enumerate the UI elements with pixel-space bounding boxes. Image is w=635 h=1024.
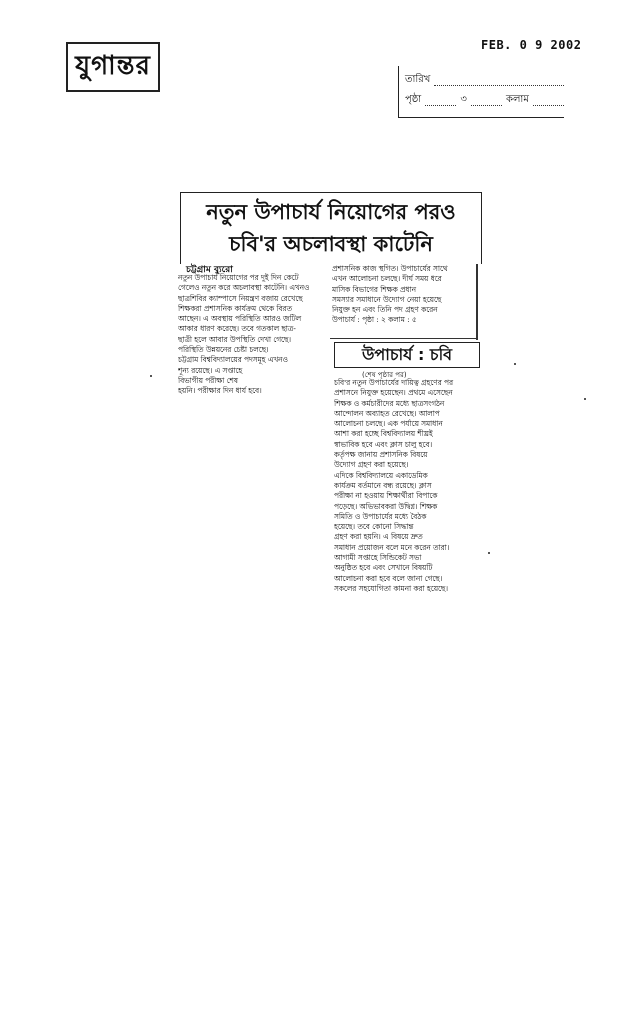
article-text-line: উপাচার্য : পৃষ্ঠা : ২ কলাম : ৫: [332, 315, 417, 325]
article-text-line: আন্দোলন অব্যাহত রেখেছে। আলাপ: [334, 408, 440, 418]
column-rule: [330, 338, 478, 339]
article-text-line: বিভাগীয় পরীক্ষা শেষ: [178, 375, 238, 385]
headline-line-2: চবি'র অচলাবস্থা কাটেনি: [229, 232, 433, 256]
article-text-line: এদিকে বিশ্ববিদ্যালয়ে একাডেমিক: [334, 470, 428, 480]
ref-label-date: তারিখ: [405, 73, 431, 85]
article-text-line: পরিস্থিতি উন্নয়নের চেষ্টা চলছে।: [178, 345, 269, 355]
article-text-line: কার্যক্রম বর্তমানে বন্ধ রয়েছে। ক্লাস: [334, 480, 432, 490]
ref-column-label: কলাম: [505, 93, 529, 105]
article-text-line: গ্রহণ করা হয়নি। এ বিষয়ে দ্রুত: [334, 532, 423, 542]
article-text-line: আছেন। এ অবস্থায় পরিস্থিতি আরও জটিল: [178, 314, 302, 324]
article-text-line: আলোচনা চলছে। এক পর্যায়ে সমাধান: [334, 419, 443, 429]
article-text-line: সমাধান প্রয়োজন বলে মনে করেন তারা।: [334, 542, 450, 552]
ref-dotted-field: [434, 75, 564, 86]
scan-speck: [150, 375, 152, 377]
article-text-line: মাসিক বিভাগের শিক্ষক প্রধান: [332, 284, 416, 294]
article-headline: [180, 192, 482, 264]
article-text-line: ছাত্রশিবির ক্যাম্পাসে নিয়ন্ত্রণ বজায় রেখেছে: [178, 293, 303, 303]
newspaper-logo-text: যুগান্তর: [75, 51, 151, 81]
article-text-line: শিক্ষক ও কর্মচারীদের মধ্যে ছাত্রসংগঠন: [334, 398, 445, 408]
article-column-a: [178, 273, 328, 397]
article-text-line: পড়েছে। অভিভাবকরা উদ্বিগ্ন। শিক্ষক: [334, 501, 438, 511]
continuation-note: (শেষ পৃষ্ঠার পর): [362, 371, 407, 379]
scan-speck: [584, 398, 586, 400]
column-rule: [476, 264, 478, 340]
ref-date-line: [405, 70, 564, 90]
headline-line-1: নতুন উপাচার্য নিয়োগের পরও: [206, 200, 456, 224]
article-text-line: ছাত্রী হলে আবার উপস্থিতি দেখা গেছে।: [178, 334, 292, 344]
article-text-line: কর্তৃপক্ষ জানায় প্রশাসনিক বিষয়ে: [334, 450, 428, 460]
article-text-line: আলোচনা করা হবে বলে জানা গেছে।: [334, 573, 443, 583]
article-text-line: অনুষ্ঠিত হবে এবং সেখানে বিষয়টি: [334, 563, 433, 573]
article-text-line: গেলেও নতুন করে অচলাবস্থা কাটেনি। এখনও: [178, 283, 310, 293]
article-text-line: হয়েছে। তবে কোনো সিদ্ধান্ত: [334, 522, 414, 532]
continuation-subhead: উপাচার্য : চবি: [334, 342, 480, 368]
ref-dotted-field: [425, 95, 456, 106]
article-text-line: আগামী সপ্তাহে সিন্ডিকেট সভা: [334, 553, 422, 563]
article-text-line: প্রশাসনিক কাজ স্থগিত। উপাচার্যের সাথে: [332, 264, 448, 273]
article-text-line: নিযুক্ত হন এবং তিনি পদ গ্রহণ করেন: [332, 305, 438, 315]
article-text-line: নতুন উপাচার্য নিয়োগের পর দুই দিন কেটে: [178, 273, 299, 282]
article-byline: চট্টগ্রাম ব্যুরো: [186, 265, 233, 275]
ref-label-page: পৃষ্ঠা: [405, 93, 422, 105]
article-text-line: হয়নি। পরীক্ষার দিন ধার্য হবে।: [178, 386, 262, 396]
article-text-line: সমস্যার সমাধানে উদ্যোগ নেয়া হয়েছে: [332, 294, 442, 304]
article-text-line: প্রশাসনে নিযুক্ত হয়েছেন। প্রথমে এসেছেন: [334, 388, 453, 398]
reference-box: [398, 66, 564, 118]
ref-dotted-field: [533, 95, 564, 106]
article-text-line: চবি'র নতুন উপাচার্যের দায়িত্ব গ্রহণের পর: [334, 378, 453, 387]
article-text-line: উদ্যোগ গ্রহণ করা হয়েছে।: [334, 460, 409, 470]
ref-page-value: ৩: [460, 93, 467, 105]
article-text-line: এখন আলোচনা চলছে। দীর্ঘ সময় ধরে: [332, 274, 442, 284]
article-text-line: আশা করা হচ্ছে বিশ্ববিদ্যালয় শীঘ্রই: [334, 429, 433, 439]
article-column-b: [332, 264, 478, 326]
article-column-c: [334, 378, 482, 594]
article-text-line: পরীক্ষা না হওয়ায় শিক্ষার্থীরা বিপাকে: [334, 491, 438, 501]
newspaper-logo-stamp: [66, 42, 160, 92]
ref-dotted-field: [471, 95, 502, 106]
scan-speck: [488, 552, 490, 554]
article-text-line: সকলের সহযোগিতা কামনা করা হয়েছে।: [334, 583, 448, 593]
ref-page-line: [405, 90, 564, 110]
article-text-line: আকার ধারণ করেছে। তবে গতকাল ছাত্র-: [178, 324, 296, 334]
article-text-line: শূন্য রয়েছে। এ সপ্তাহে: [178, 365, 243, 375]
article-text-line: চট্টগ্রাম বিশ্ববিদ্যালয়ের পদসমূহ এখনও: [178, 355, 288, 365]
article-text-line: সমিতি ও উপাচার্যের মধ্যে বৈঠক: [334, 511, 427, 521]
date-stamp: FEB. 0 9 2002: [481, 38, 582, 52]
article-text-line: শিক্ষকরা প্রশাসনিক কার্যক্রম থেকে বিরত: [178, 303, 293, 313]
article-text-line: স্বাভাবিক হবে এবং ক্লাস চালু হবে।: [334, 439, 433, 449]
scan-speck: [514, 363, 516, 365]
